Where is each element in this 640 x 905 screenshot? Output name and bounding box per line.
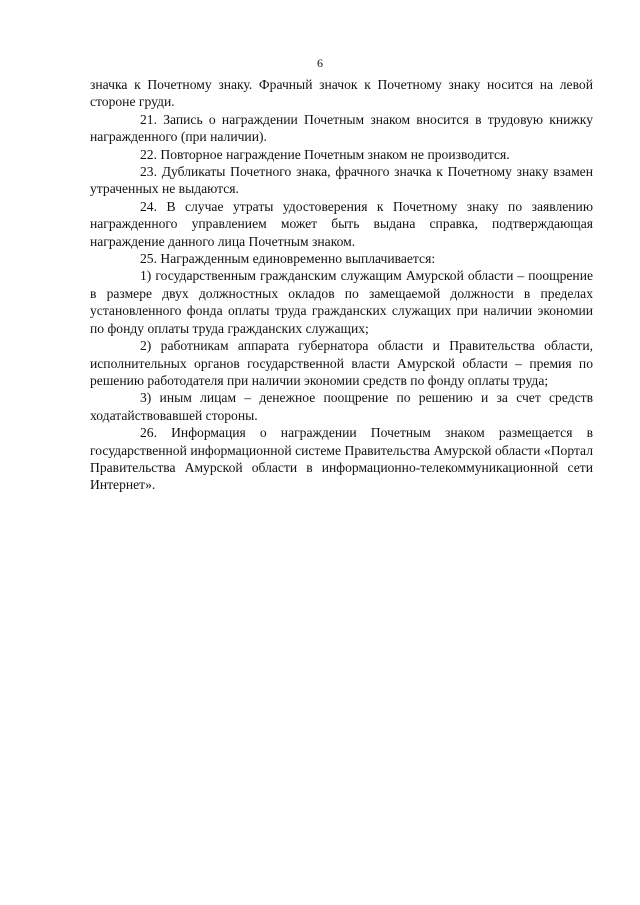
- paragraph-24: 24. В случае утраты удостоверения к Почетному знаку по заявлению награжденного управлением может быть выдана справка, подтверждающая награждение данного лица Почетным знаком.: [90, 198, 593, 249]
- paragraph-22: 22. Повторное награждение Почетным знаком не производится.: [140, 146, 510, 162]
- list-item-2: 2) работникам аппарата губернатора области и Правительства области, исполнительных органов государственной власти Амурской области – премия по решению работодателя при наличии экономии средств по фонду оплаты труда;: [90, 338, 593, 388]
- document-body: [90, 76, 593, 494]
- paragraph-21: 21. Запись о награждении Почетным знаком вносится в трудовую книжку награжденного (при наличии).: [90, 111, 593, 145]
- paragraph-20-continuation: значка к Почетному знаку. Фрачный значок к Почетному знаку носится на левой стороне груди.: [90, 77, 593, 110]
- list-item-1: 1) государственным гражданским служащим Амурской области – поощрение в размере двух должностных окладов по замещаемой должности в пределах установленного фонда оплаты труда гражданских служащих при наличии экономии по фонду оплаты труда гражданских служащих;: [90, 268, 593, 336]
- paragraph-26: 26. Информация о награждении Почетным знаком размещается в государственной информационной системе Правительства Амурской области «Портал Правительства Амурской области в информационно-телекоммуникационной сети Интернет».: [90, 425, 593, 493]
- paragraph-25: 25. Награжденным единовременно выплачивается:: [140, 251, 436, 267]
- paragraph-23: 23. Дубликаты Почетного знака, фрачного значка к Почетному знаку взамен утраченных не выдаются.: [90, 164, 593, 197]
- list-item-3: 3) иным лицам – денежное поощрение по решению и за счет средств ходатайствовавшей стороны.: [90, 390, 593, 423]
- page-number: 6: [317, 56, 323, 70]
